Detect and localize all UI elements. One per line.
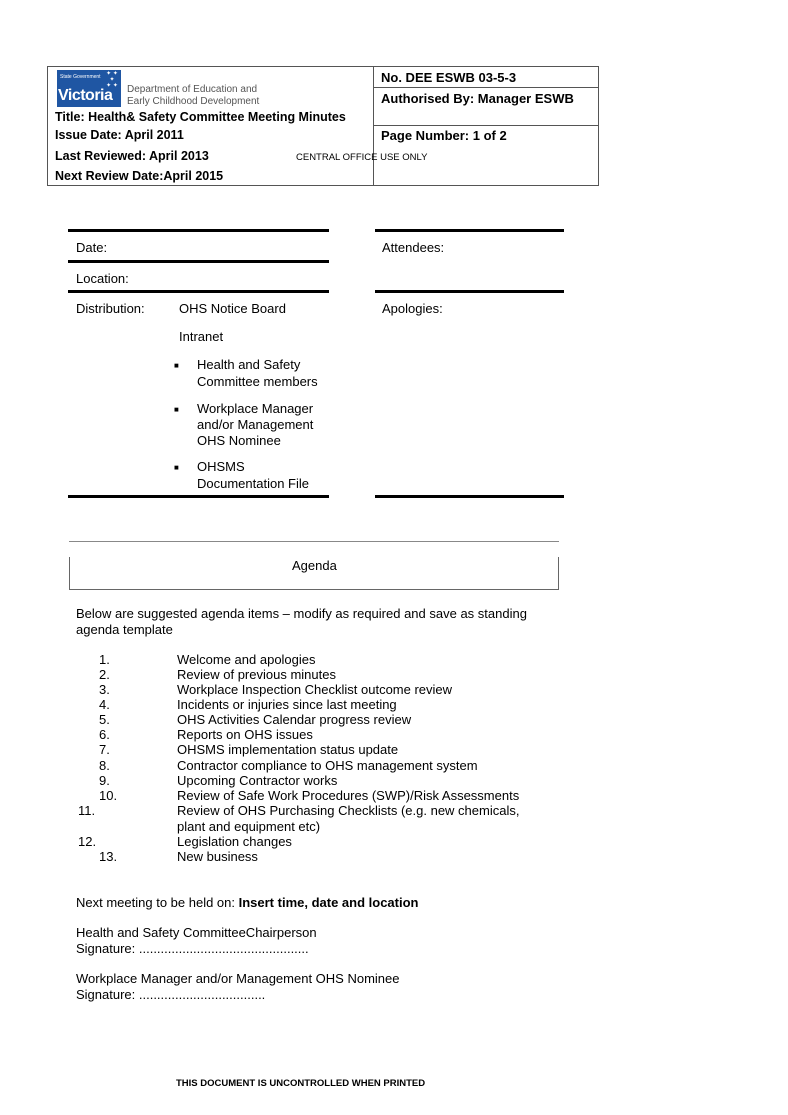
agenda-item-number: 13. (99, 849, 118, 864)
agenda-item-text: Upcoming Contractor works (177, 773, 338, 788)
next-meeting-value: Insert time, date and location (238, 895, 419, 910)
agenda-heading: Agenda (292, 558, 337, 573)
last-reviewed: Last Reviewed: April 2013 (55, 149, 209, 163)
divider-rule (375, 229, 564, 232)
agenda-item-number: 3. (99, 682, 110, 697)
divider-rule (68, 260, 329, 263)
document-number: No. DEE ESWB 03-5-3 (381, 70, 517, 85)
manager-title: Workplace Manager and/or Management OHS Nominee (76, 971, 400, 986)
distribution-bullet-line: Committee members (197, 374, 318, 389)
distribution-item: OHS Notice Board (179, 301, 286, 316)
southern-cross-icon: ✦ ✦ ✦ ✦ ✦ (106, 71, 118, 89)
uncontrolled-notice: THIS DOCUMENT IS UNCONTROLLED WHEN PRINTED (176, 1078, 426, 1089)
next-review-date: Next Review Date:April 2015 (55, 169, 224, 183)
divider-rule (68, 229, 329, 232)
victoria-logo (57, 70, 121, 107)
header-rule (374, 125, 599, 126)
divider-rule (68, 290, 329, 293)
agenda-item-text-continued: plant and equipment etc) (177, 819, 321, 834)
location-label: Location: (76, 271, 129, 286)
distribution-bullet-line: OHS Nominee (197, 433, 281, 448)
agenda-item-number: 10. (99, 788, 118, 803)
agenda-item-text: Review of Safe Work Procedures (SWP)/Risk Assessments (177, 788, 520, 803)
agenda-item-text: Reports on OHS issues (177, 727, 313, 742)
logo-top-text: State Government (60, 74, 101, 80)
document-title: Title: Health& Safety Committee Meeting Minutes (55, 110, 346, 124)
manager-signature: Signature: ................................... (76, 987, 266, 1002)
header-rule (374, 87, 599, 88)
authorised-by: Authorised By: Manager ESWB (381, 91, 574, 106)
dept-name-line2: Early Childhood Development (127, 96, 260, 107)
bullet-icon: ■ (174, 463, 179, 472)
agenda-item-number: 9. (99, 773, 110, 788)
agenda-intro-line2: agenda template (76, 622, 173, 637)
distribution-bullet-line: OHSMS (197, 459, 245, 474)
agenda-item-number: 6. (99, 727, 110, 742)
bullet-icon: ■ (174, 361, 179, 370)
bullet-icon: ■ (174, 405, 179, 414)
header-divider (373, 67, 374, 186)
distribution-bullet-line: and/or Management (197, 417, 314, 432)
divider-rule (375, 495, 564, 498)
agenda-item-text: Review of previous minutes (177, 667, 336, 682)
agenda-item-number: 12. (78, 834, 97, 849)
page-number: Page Number: 1 of 2 (381, 128, 507, 143)
agenda-item-number: 8. (99, 758, 110, 773)
agenda-item-text: Legislation changes (177, 834, 292, 849)
next-meeting-line (76, 895, 418, 910)
agenda-item-number: 1. (99, 652, 110, 667)
agenda-item-text: Contractor compliance to OHS management system (177, 758, 478, 773)
chair-signature: Signature: ............................................... (76, 941, 309, 956)
dept-name-line1: Department of Education and (127, 84, 258, 95)
divider-rule (375, 290, 564, 293)
logo-main-text: Victoria (58, 87, 113, 104)
agenda-item-text: Welcome and apologies (177, 652, 316, 667)
central-office-note: CENTRAL OFFICE USE ONLY (296, 152, 428, 163)
divider-rule (68, 495, 329, 498)
distribution-bullet-line: Workplace Manager (197, 401, 314, 416)
agenda-top-rule (69, 541, 559, 542)
agenda-item-text: Workplace Inspection Checklist outcome review (177, 682, 453, 697)
agenda-item-text: OHS Activities Calendar progress review (177, 712, 412, 727)
attendees-label: Attendees: (382, 240, 445, 255)
agenda-item-number: 2. (99, 667, 110, 682)
agenda-item-number: 5. (99, 712, 110, 727)
issue-date: Issue Date: April 2011 (55, 128, 184, 142)
agenda-item-number: 11. (78, 803, 96, 818)
distribution-label: Distribution: (76, 301, 145, 316)
agenda-item-text: Incidents or injuries since last meeting (177, 697, 397, 712)
agenda-item-text: OHSMS implementation status update (177, 742, 399, 757)
agenda-item-number: 4. (99, 697, 110, 712)
agenda-item-number: 7. (99, 742, 110, 757)
distribution-bullet-line: Health and Safety (197, 357, 301, 372)
apologies-label: Apologies: (382, 301, 443, 316)
next-meeting-label: Next meeting to be held on: (76, 895, 239, 910)
agenda-item-text: New business (177, 849, 258, 864)
distribution-bullet-line: Documentation File (197, 476, 309, 491)
chair-title: Health and Safety CommitteeChairperson (76, 925, 317, 940)
agenda-item-text: Review of OHS Purchasing Checklists (e.g. new chemicals, (177, 803, 520, 818)
distribution-item: Intranet (179, 329, 224, 344)
agenda-intro-line1: Below are suggested agenda items – modify as required and save as standing (76, 606, 527, 621)
date-label: Date: (76, 240, 108, 255)
